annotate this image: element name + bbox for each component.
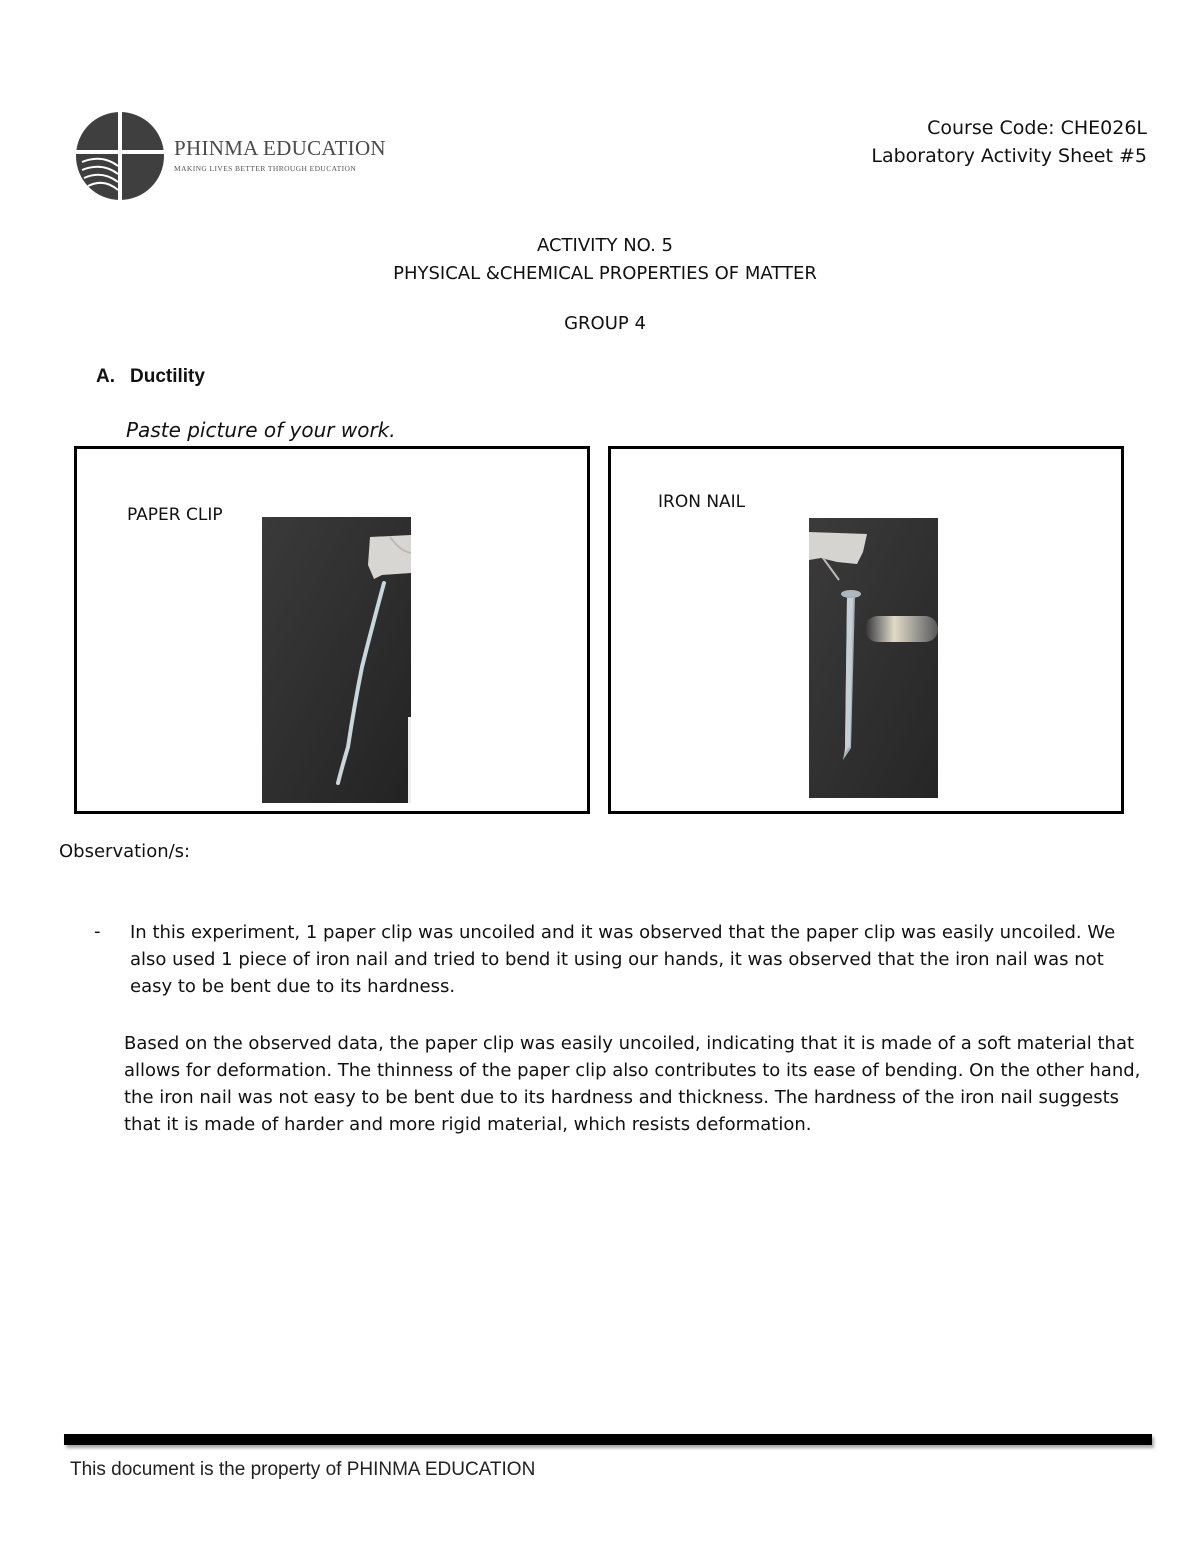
- observation-analysis: Based on the observed data, the paper clip was easily uncoiled, indicating that it is made of a soft material that allows for deformation. The thinness of the paper clip also contributes to its ease of bending. On the other hand, the iron nail was not easy to be bent due to its hardness and thickness. The hardness of the iron nail suggests that it is made of harder and more rigid material, which resists deformation.: [124, 1033, 1141, 1135]
- footer-rule: [64, 1434, 1152, 1445]
- paper-clip-photo: [262, 517, 411, 803]
- observation-bullet: In this experiment, 1 paper clip was uncoiled and it was observed that the paper clip was easily uncoiled. We also used 1 piece of iron nail and tried to bend it using our hands, it was observed that the iron nail was not easy to be bent due to its hardness.: [130, 922, 1116, 997]
- document-title: [0, 232, 1200, 288]
- section-title: Ductility: [130, 366, 205, 387]
- section-letter: A.: [96, 366, 115, 387]
- bullet-marker: -: [94, 921, 101, 942]
- activity-sheet-number: Laboratory Activity Sheet #5: [871, 145, 1147, 167]
- group-number: GROUP 4: [564, 313, 646, 334]
- section-heading: [96, 366, 205, 388]
- iron-nail-photo: [809, 518, 938, 798]
- footer-brand: PHINMA EDUCATION: [346, 1459, 536, 1480]
- logo-wordmark: [174, 136, 386, 173]
- footer-text: This document is the property of: [70, 1459, 342, 1480]
- footer-note: [70, 1459, 535, 1481]
- picture-label-paper-clip: PAPER CLIP: [127, 505, 223, 525]
- observations-heading: Observation/s:: [59, 841, 191, 862]
- activity-subject: PHYSICAL &CHEMICAL PROPERTIES OF MATTER: [393, 263, 817, 284]
- picture-label-iron-nail: IRON NAIL: [658, 492, 746, 512]
- activity-number: ACTIVITY NO. 5: [536, 235, 673, 256]
- instruction-text: Paste picture of your work.: [126, 418, 396, 442]
- logo-tagline: MAKING LIVES BETTER THROUGH EDUCATION: [174, 164, 357, 173]
- course-code: Course Code: CHE026L: [927, 117, 1147, 139]
- course-info: [871, 114, 1147, 170]
- logo-name: PHINMA EDUCATION: [174, 136, 386, 160]
